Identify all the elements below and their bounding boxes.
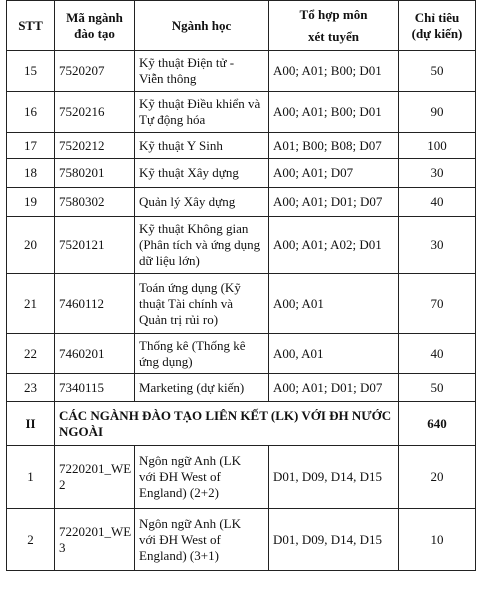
cell-quota: 50	[399, 51, 476, 92]
table-row	[7, 159, 476, 188]
cell-stt: 22	[7, 334, 55, 374]
cell-quota: 40	[399, 334, 476, 374]
cell-major	[135, 374, 269, 402]
cell-code	[55, 374, 135, 402]
table-row	[7, 51, 476, 92]
cell-code	[55, 133, 135, 159]
cell-combo: A01; B00; B08; D07	[269, 133, 399, 159]
cell-quota: 30	[399, 159, 476, 188]
cell-combo: D01, D09, D14, D15	[269, 509, 399, 571]
cell-major	[135, 92, 269, 133]
cell-major-line: Kỹ thuật Điều khiển và	[139, 96, 261, 111]
cell-code-line: 7520121	[59, 237, 105, 252]
cell-stt: 20	[7, 217, 55, 274]
header-row	[7, 1, 476, 51]
section-title-line: CÁC NGÀNH ĐÀO TẠO LIÊN KẾT (LK) VỚI ĐH NƯỚC	[59, 407, 392, 423]
table-row	[7, 92, 476, 133]
cell-major-line: dữ liệu lớn)	[139, 253, 200, 268]
table-row	[7, 374, 476, 402]
cell-stt: 17	[7, 133, 55, 159]
cell-code-line: 7580302	[59, 194, 105, 209]
cell-major	[135, 217, 269, 274]
cell-major-line: England) (2+2)	[139, 485, 219, 500]
section-stt: II	[7, 402, 55, 446]
cell-major-line: Tự động hóa	[139, 112, 206, 127]
table-row	[7, 133, 476, 159]
cell-code-line: 7460112	[59, 295, 105, 311]
header-code	[55, 1, 135, 51]
cell-major-line: Ngôn ngữ Anh (LK	[139, 515, 242, 531]
section-quota: 640	[399, 402, 476, 446]
table-row	[7, 274, 476, 334]
header-code-line: Mã ngành	[66, 9, 123, 25]
cell-stt: 15	[7, 51, 55, 92]
cell-combo: A00; A01; A02; D01	[269, 217, 399, 274]
cell-major-line: Thống kê (Thống kê	[139, 337, 246, 353]
cell-major	[135, 274, 269, 334]
header-major: Ngành học	[135, 1, 269, 51]
table-body	[7, 51, 476, 402]
header-combo-line: xét tuyển	[308, 28, 359, 44]
cell-combo: A00, A01	[269, 334, 399, 374]
cell-code	[55, 159, 135, 188]
section-title	[55, 402, 399, 446]
cell-combo: A00; A01	[269, 274, 399, 334]
cell-major	[135, 334, 269, 374]
cell-major-line: với ĐH West of	[139, 531, 221, 547]
cell-major-line: Quản trị rủi ro)	[139, 311, 219, 327]
cell-combo: A00; A01; B00; D01	[269, 92, 399, 133]
cell-quota: 20	[399, 446, 476, 509]
header-quota-line: (dự kiến)	[411, 25, 463, 41]
cell-major-line: ứng dụng)	[139, 353, 193, 369]
cell-stt: 16	[7, 92, 55, 133]
table-row	[7, 334, 476, 374]
cell-major-line: Toán ứng dụng (Kỹ	[139, 279, 241, 295]
cell-quota: 90	[399, 92, 476, 133]
table-body-2	[7, 446, 476, 571]
cell-major-line: thuật Tài chính và	[139, 295, 233, 311]
cell-code	[55, 188, 135, 217]
cell-major-line: Ngôn ngữ Anh (LK	[139, 453, 242, 468]
table-row	[7, 188, 476, 217]
cell-code	[55, 334, 135, 374]
cell-quota: 100	[399, 133, 476, 159]
table-row	[7, 217, 476, 274]
header-quota	[399, 1, 476, 51]
table-row	[7, 509, 476, 571]
cell-combo: D01, D09, D14, D15	[269, 446, 399, 509]
cell-code-line: 7220201_WE	[59, 523, 132, 539]
cell-stt: 2	[7, 509, 55, 571]
cell-major-line: Marketing (dự kiến)	[139, 379, 245, 395]
cell-code	[55, 51, 135, 92]
cell-major	[135, 188, 269, 217]
cell-major-line: Kỹ thuật Xây dựng	[139, 165, 239, 180]
cell-stt: 23	[7, 374, 55, 402]
cell-major	[135, 51, 269, 92]
cell-code	[55, 509, 135, 571]
cell-major-line: Kỹ thuật Điện tử -	[139, 55, 235, 70]
cell-code-line: 7340115	[59, 379, 105, 395]
cell-major	[135, 446, 269, 509]
cell-code	[55, 446, 135, 509]
admission-table	[6, 0, 476, 571]
cell-quota: 70	[399, 274, 476, 334]
cell-code-line: 7520216	[59, 104, 105, 119]
cell-quota: 50	[399, 374, 476, 402]
cell-major-line: Kỹ thuật Y Sinh	[139, 137, 223, 153]
cell-code-line: 2	[59, 477, 66, 492]
header-stt: STT	[7, 1, 55, 51]
cell-code-line: 3	[59, 539, 66, 555]
cell-stt: 19	[7, 188, 55, 217]
cell-major-line: Viễn thông	[139, 71, 197, 86]
cell-quota: 10	[399, 509, 476, 571]
section-row	[7, 402, 476, 446]
cell-combo: A00; A01; D07	[269, 159, 399, 188]
section-title-line: NGOÀI	[59, 423, 104, 439]
cell-major-line: (Phân tích và ứng dụng	[139, 237, 261, 252]
cell-major	[135, 159, 269, 188]
cell-code	[55, 217, 135, 274]
header-quota-line: Chỉ tiêu	[414, 9, 460, 25]
cell-combo: A00; A01; B00; D01	[269, 51, 399, 92]
cell-stt: 18	[7, 159, 55, 188]
cell-major	[135, 509, 269, 571]
header-code-line: đào tạo	[74, 25, 115, 41]
cell-code	[55, 92, 135, 133]
cell-major-line: Kỹ thuật Không gian	[139, 221, 249, 236]
header-combo	[269, 1, 399, 51]
cell-quota: 40	[399, 188, 476, 217]
cell-code-line: 7520212	[59, 137, 105, 153]
table-row	[7, 446, 476, 509]
cell-code-line: 7520207	[59, 63, 105, 78]
cell-stt: 1	[7, 446, 55, 509]
section-body	[7, 402, 476, 446]
cell-code	[55, 274, 135, 334]
cell-code-line: 7580201	[59, 165, 105, 180]
cell-combo: A00; A01; D01; D07	[269, 374, 399, 402]
cell-code-line: 7460201	[59, 345, 105, 361]
header-combo-line: Tổ hợp môn	[299, 6, 368, 22]
cell-quota: 30	[399, 217, 476, 274]
cell-combo: A00; A01; D01; D07	[269, 188, 399, 217]
cell-major	[135, 133, 269, 159]
cell-major-line: Quản lý Xây dựng	[139, 194, 236, 209]
cell-code-line: 7220201_WE	[59, 461, 132, 476]
cell-major-line: với ĐH West of	[139, 469, 221, 484]
cell-stt: 21	[7, 274, 55, 334]
cell-major-line: England) (3+1)	[139, 547, 219, 563]
